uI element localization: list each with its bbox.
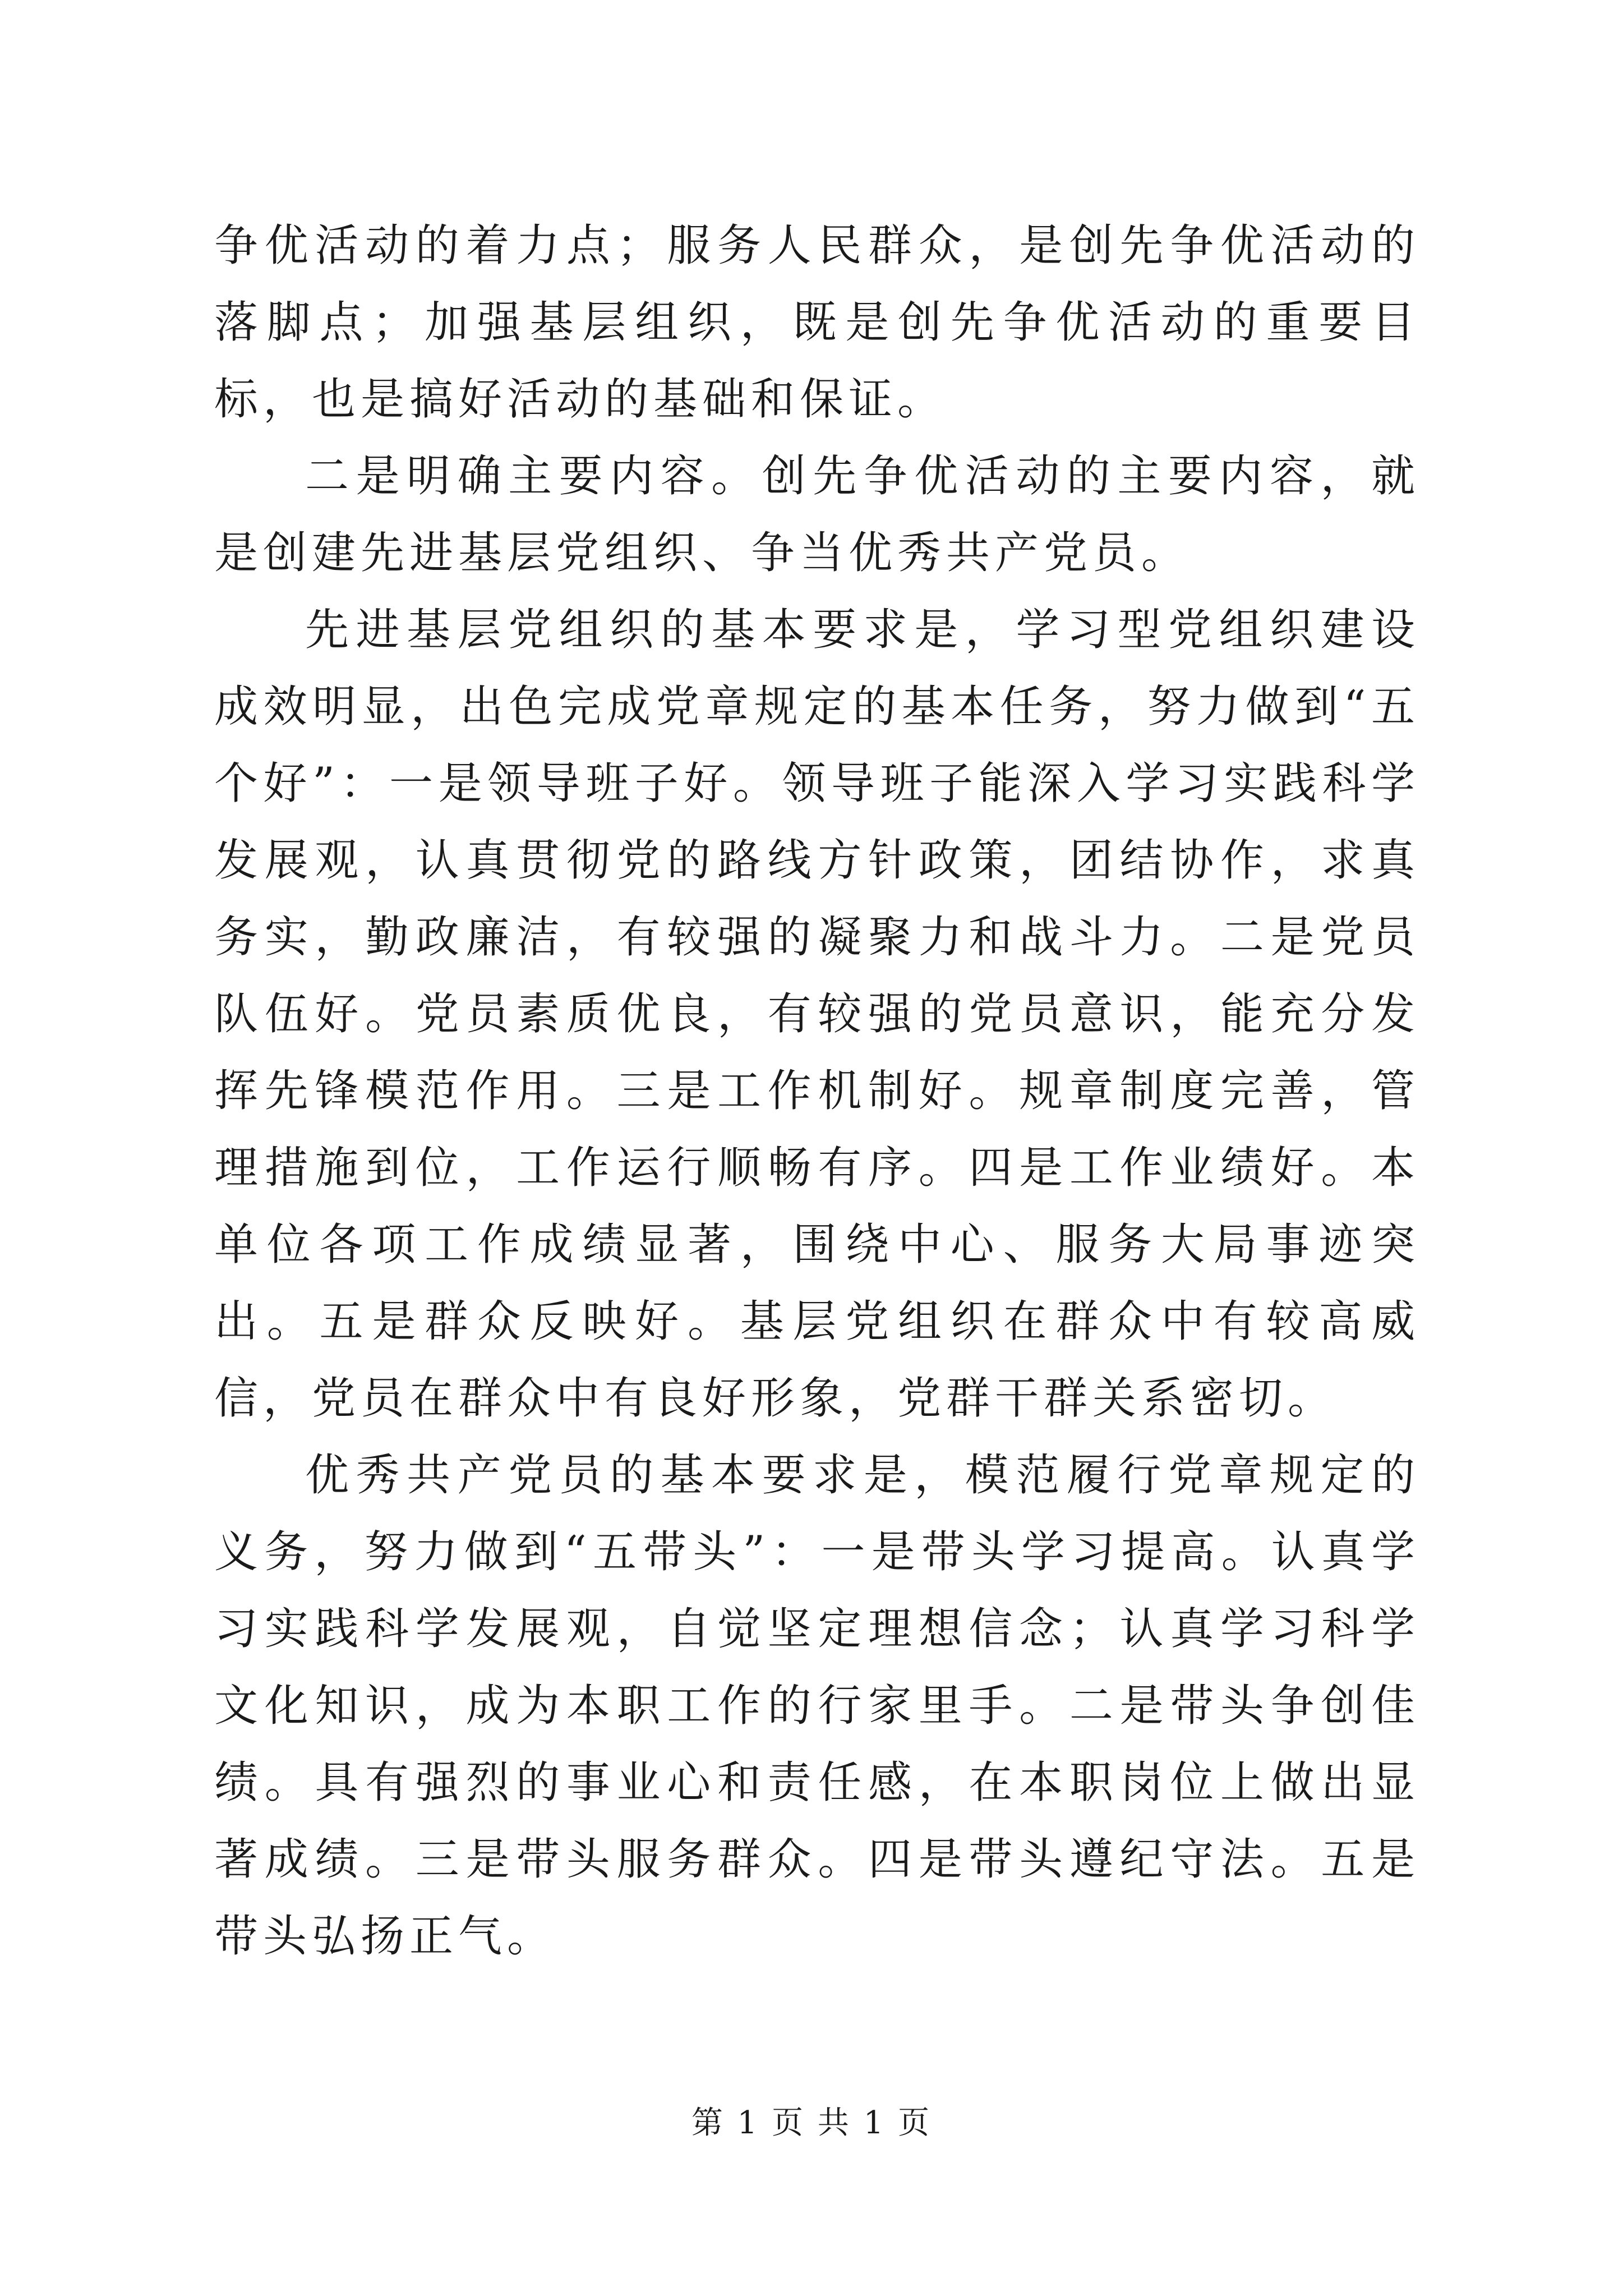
paragraph-party-member-requirements: 优秀共产党员的基本要求是，模范履行党章规定的义务，努力做到“五带头”：一是带头学习提高。认真学习实践科学发展观，自觉坚定理想信念；认真学习科学文化知识，成为本职工作的行家里手。二是带头争创佳绩。具有强烈的事业心和责任感，在本职岗位上做出显著成绩。三是带头服务群众。四是带头遵纪守法。五是带头弘扬正气。 [214, 1450, 1420, 1962]
paragraph-continuation: 争优活动的着力点；服务人民群众，是创先争优活动的落脚点；加强基层组织，既是创先争优活动的重要目标，也是搞好活动的基础和保证。 [214, 220, 1420, 425]
page-footer: 第 1 页 共 1 页 [691, 2105, 932, 2141]
paragraph-main-content: 二是明确主要内容。创先争优活动的主要内容，就是创建先进基层党组织、争当优秀共产党员。 [214, 451, 1420, 578]
paragraph-party-organization-requirements: 先进基层党组织的基本要求是，学习型党组织建设成效明显，出色完成党章规定的基本任务，努力做到“五个好”：一是领导班子好。领导班子能深入学习实践科学发展观，认真贯彻党的路线方针政策，团结协作，求真务实，勤政廉洁，有较强的凝聚力和战斗力。二是党员队伍好。党员素质优良，有较强的党员意识，能充分发挥先锋模范作用。三是工作机制好。规章制度完善，管理措施到位，工作运行顺畅有序。四是工作业绩好。本单位各项工作成绩显著，围绕中心、服务大局事迹突出。五是群众反映好。基层党组织在群众中有较高威信，党员在群众中有良好形象，党群干群关系密切。 [214, 605, 1420, 1424]
document-body [214, 208, 1420, 1975]
